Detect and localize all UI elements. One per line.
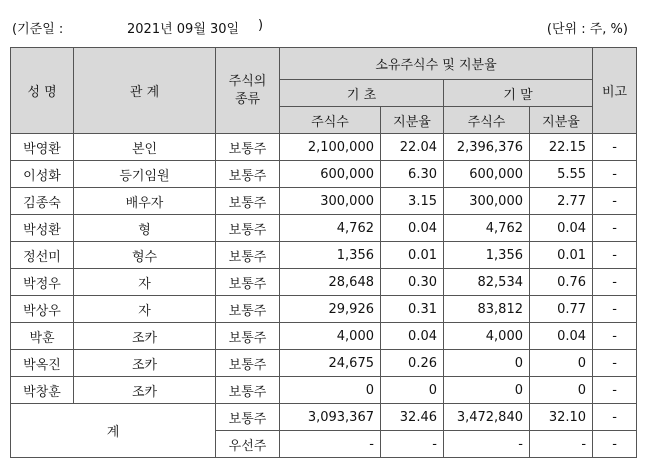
cell-end-shares: 2,396,376 <box>444 134 530 161</box>
cell-begin-shares: 2,100,000 <box>280 134 381 161</box>
cell-end-ratio: 2.77 <box>530 188 593 215</box>
cell-stock-type: 보통주 <box>216 404 280 431</box>
header-remark: 비고 <box>593 48 637 134</box>
table-row <box>11 350 637 377</box>
cell-remark: - <box>593 269 637 296</box>
base-date-label: (기준일 : <box>12 22 64 37</box>
cell-relation: 배우자 <box>74 188 216 215</box>
cell-relation: 조카 <box>74 377 216 404</box>
header-shareholding-group: 소유주식수 및 지분율 <box>280 48 593 80</box>
cell-remark: - <box>593 188 637 215</box>
shareholding-table <box>10 47 637 458</box>
cell-begin-ratio: 0.31 <box>381 296 444 323</box>
cell-begin-ratio: 32.46 <box>381 404 444 431</box>
header-begin-ratio: 지분율 <box>381 107 444 134</box>
table-row <box>11 269 637 296</box>
cell-begin-ratio: 3.15 <box>381 188 444 215</box>
cell-begin-shares: 29,926 <box>280 296 381 323</box>
cell-end-shares: 0 <box>444 377 530 404</box>
cell-begin-shares: 600,000 <box>280 161 381 188</box>
cell-begin-ratio: 0.26 <box>381 350 444 377</box>
cell-remark: - <box>593 377 637 404</box>
cell-relation: 조카 <box>74 323 216 350</box>
cell-end-shares: 300,000 <box>444 188 530 215</box>
cell-end-shares: 600,000 <box>444 161 530 188</box>
cell-relation: 등기임원 <box>74 161 216 188</box>
cell-end-shares: 4,000 <box>444 323 530 350</box>
cell-begin-shares: - <box>280 431 381 458</box>
cell-begin-ratio: 0.04 <box>381 215 444 242</box>
cell-stock-type: 보통주 <box>216 296 280 323</box>
cell-relation: 조카 <box>74 350 216 377</box>
base-date-close: ) <box>258 18 264 33</box>
cell-name: 박성환 <box>11 215 74 242</box>
cell-begin-shares: 4,000 <box>280 323 381 350</box>
table-row <box>11 161 637 188</box>
table-row <box>11 134 637 161</box>
cell-begin-shares: 300,000 <box>280 188 381 215</box>
cell-stock-type: 보통주 <box>216 269 280 296</box>
cell-stock-type: 보통주 <box>216 242 280 269</box>
cell-begin-ratio: 22.04 <box>381 134 444 161</box>
cell-begin-shares: 0 <box>280 377 381 404</box>
cell-stock-type: 보통주 <box>216 323 280 350</box>
header-stock-type: 주식의 종류 <box>216 48 280 134</box>
cell-begin-ratio: - <box>381 431 444 458</box>
header-begin-shares: 주식수 <box>280 107 381 134</box>
cell-end-ratio: 0.76 <box>530 269 593 296</box>
cell-relation: 자 <box>74 296 216 323</box>
cell-end-shares: 4,762 <box>444 215 530 242</box>
table-row <box>11 242 637 269</box>
cell-begin-shares: 1,356 <box>280 242 381 269</box>
cell-remark: - <box>593 404 637 431</box>
cell-remark: - <box>593 431 637 458</box>
cell-begin-shares: 28,648 <box>280 269 381 296</box>
header-name: 성 명 <box>11 48 74 134</box>
cell-name: 박창훈 <box>11 377 74 404</box>
cell-name: 박훈 <box>11 323 74 350</box>
header-relation: 관 계 <box>74 48 216 134</box>
cell-end-shares: 0 <box>444 350 530 377</box>
cell-end-shares: - <box>444 431 530 458</box>
cell-relation: 형수 <box>74 242 216 269</box>
cell-name: 박영환 <box>11 134 74 161</box>
cell-begin-shares: 24,675 <box>280 350 381 377</box>
cell-begin-shares: 3,093,367 <box>280 404 381 431</box>
cell-remark: - <box>593 242 637 269</box>
cell-stock-type: 보통주 <box>216 215 280 242</box>
cell-begin-ratio: 0.01 <box>381 242 444 269</box>
cell-begin-ratio: 0 <box>381 377 444 404</box>
cell-begin-ratio: 0.30 <box>381 269 444 296</box>
cell-end-shares: 3,472,840 <box>444 404 530 431</box>
cell-relation: 형 <box>74 215 216 242</box>
table-row <box>11 215 637 242</box>
table-row <box>11 188 637 215</box>
cell-end-ratio: - <box>530 431 593 458</box>
total-row-common <box>11 404 637 431</box>
cell-stock-type: 우선주 <box>216 431 280 458</box>
cell-end-ratio: 0 <box>530 377 593 404</box>
cell-begin-shares: 4,762 <box>280 215 381 242</box>
cell-remark: - <box>593 323 637 350</box>
cell-stock-type: 보통주 <box>216 161 280 188</box>
header-end-ratio: 지분율 <box>530 107 593 134</box>
cell-end-ratio: 0.01 <box>530 242 593 269</box>
cell-name: 박옥진 <box>11 350 74 377</box>
cell-begin-ratio: 0.04 <box>381 323 444 350</box>
cell-stock-type: 보통주 <box>216 134 280 161</box>
header-end: 기 말 <box>444 80 593 107</box>
cell-relation: 본인 <box>74 134 216 161</box>
cell-stock-type: 보통주 <box>216 350 280 377</box>
cell-end-ratio: 22.15 <box>530 134 593 161</box>
cell-end-ratio: 0.04 <box>530 323 593 350</box>
cell-end-ratio: 0.04 <box>530 215 593 242</box>
header-begin: 기 초 <box>280 80 444 107</box>
cell-remark: - <box>593 134 637 161</box>
cell-stock-type: 보통주 <box>216 188 280 215</box>
header-end-shares: 주식수 <box>444 107 530 134</box>
cell-end-shares: 82,534 <box>444 269 530 296</box>
cell-remark: - <box>593 296 637 323</box>
cell-name: 김종숙 <box>11 188 74 215</box>
cell-begin-ratio: 6.30 <box>381 161 444 188</box>
cell-end-ratio: 0.77 <box>530 296 593 323</box>
cell-end-shares: 83,812 <box>444 296 530 323</box>
cell-remark: - <box>593 215 637 242</box>
table-row <box>11 296 637 323</box>
table-row <box>11 377 637 404</box>
cell-remark: - <box>593 161 637 188</box>
table-body <box>11 134 637 458</box>
table-row <box>11 323 637 350</box>
cell-end-ratio: 5.55 <box>530 161 593 188</box>
cell-name: 박상우 <box>11 296 74 323</box>
report-header <box>12 18 638 38</box>
cell-relation: 자 <box>74 269 216 296</box>
cell-name: 박정우 <box>11 269 74 296</box>
cell-remark: - <box>593 350 637 377</box>
base-date-value: 2021년 09월 30일 <box>127 22 240 37</box>
total-label: 계 <box>11 404 216 458</box>
cell-end-shares: 1,356 <box>444 242 530 269</box>
unit-label: (단위 : 주, %) <box>546 22 628 37</box>
cell-end-ratio: 0 <box>530 350 593 377</box>
cell-name: 이성화 <box>11 161 74 188</box>
cell-name: 정선미 <box>11 242 74 269</box>
cell-end-ratio: 32.10 <box>530 404 593 431</box>
cell-stock-type: 보통주 <box>216 377 280 404</box>
